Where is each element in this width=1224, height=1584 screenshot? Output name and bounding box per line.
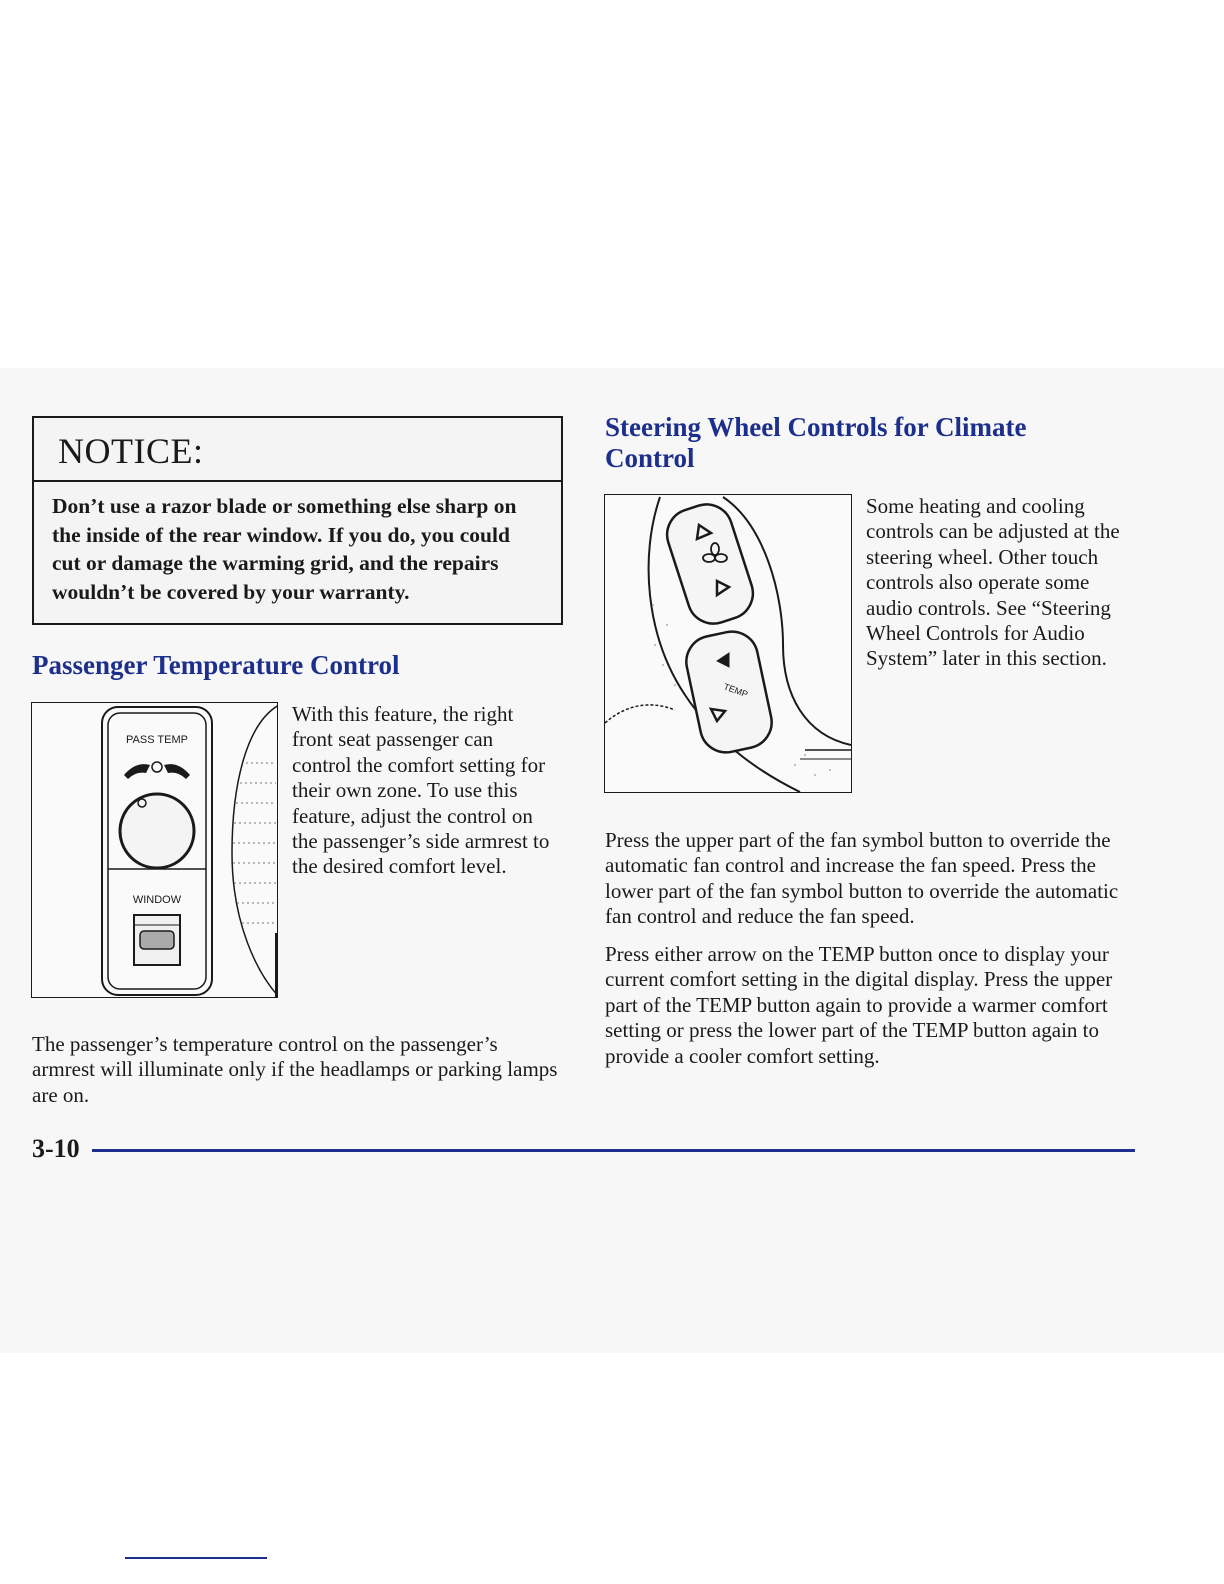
temp-label: TEMP bbox=[722, 681, 750, 700]
steering-side-text: Some heating and cooling controls can be adjusted at the steering wheel. Other touch controls also operate some audio controls. See “Steering Wheel Controls for Audio System” later in this section. bbox=[866, 494, 1120, 671]
temp-button-text: Press either arrow on the TEMP button once to display your current comfort setting in the digital display. Press the upper part of the TEMP button again to provide a warmer comfort setting or press the lower part of the TEMP button again to provide a cooler comfort setting. bbox=[605, 942, 1113, 1068]
fan-button-text: Press the upper part of the fan symbol button to override the automatic fan control and increase the fan speed. Press the lower part of the fan symbol button to override the automatic fan control and reduce the fan speed. bbox=[605, 828, 1119, 929]
page-number: 3-10 bbox=[32, 1134, 80, 1163]
passenger-temperature-heading: Passenger Temperature Control bbox=[32, 650, 400, 680]
bottom-link-rule bbox=[125, 1557, 267, 1559]
passenger-feature-text: With this feature, the right front seat passenger can control the comfort setting for their own zone. To use this feature, adjust the control on the passenger’s side armrest to the desired comfort level. bbox=[292, 702, 550, 879]
steering-wheel-illustration bbox=[605, 495, 852, 793]
passenger-control-figure bbox=[31, 702, 278, 998]
notice-title: NOTICE: bbox=[58, 431, 204, 471]
window-label: WINDOW bbox=[132, 894, 182, 906]
pass-temp-label: PASS TEMP bbox=[126, 734, 188, 746]
steering-wheel-heading: Steering Wheel Controls for Climate Control bbox=[605, 412, 1027, 473]
passenger-armrest-illustration bbox=[32, 703, 278, 998]
notice-box bbox=[32, 416, 563, 625]
notice-body: Don’t use a razor blade or something else sharp on the inside of the rear window. If you do, you could cut or damage the warming grid, and the repairs wouldn’t be covered by your warranty. bbox=[52, 494, 517, 604]
steering-wheel-figure bbox=[604, 494, 852, 793]
notice-title-bar bbox=[34, 418, 561, 482]
passenger-illumination-text: The passenger’s temperature control on the passenger’s armrest will illuminate only if the headlamps or parking lamps are on. bbox=[32, 1032, 558, 1107]
footer-rule bbox=[92, 1149, 1135, 1152]
